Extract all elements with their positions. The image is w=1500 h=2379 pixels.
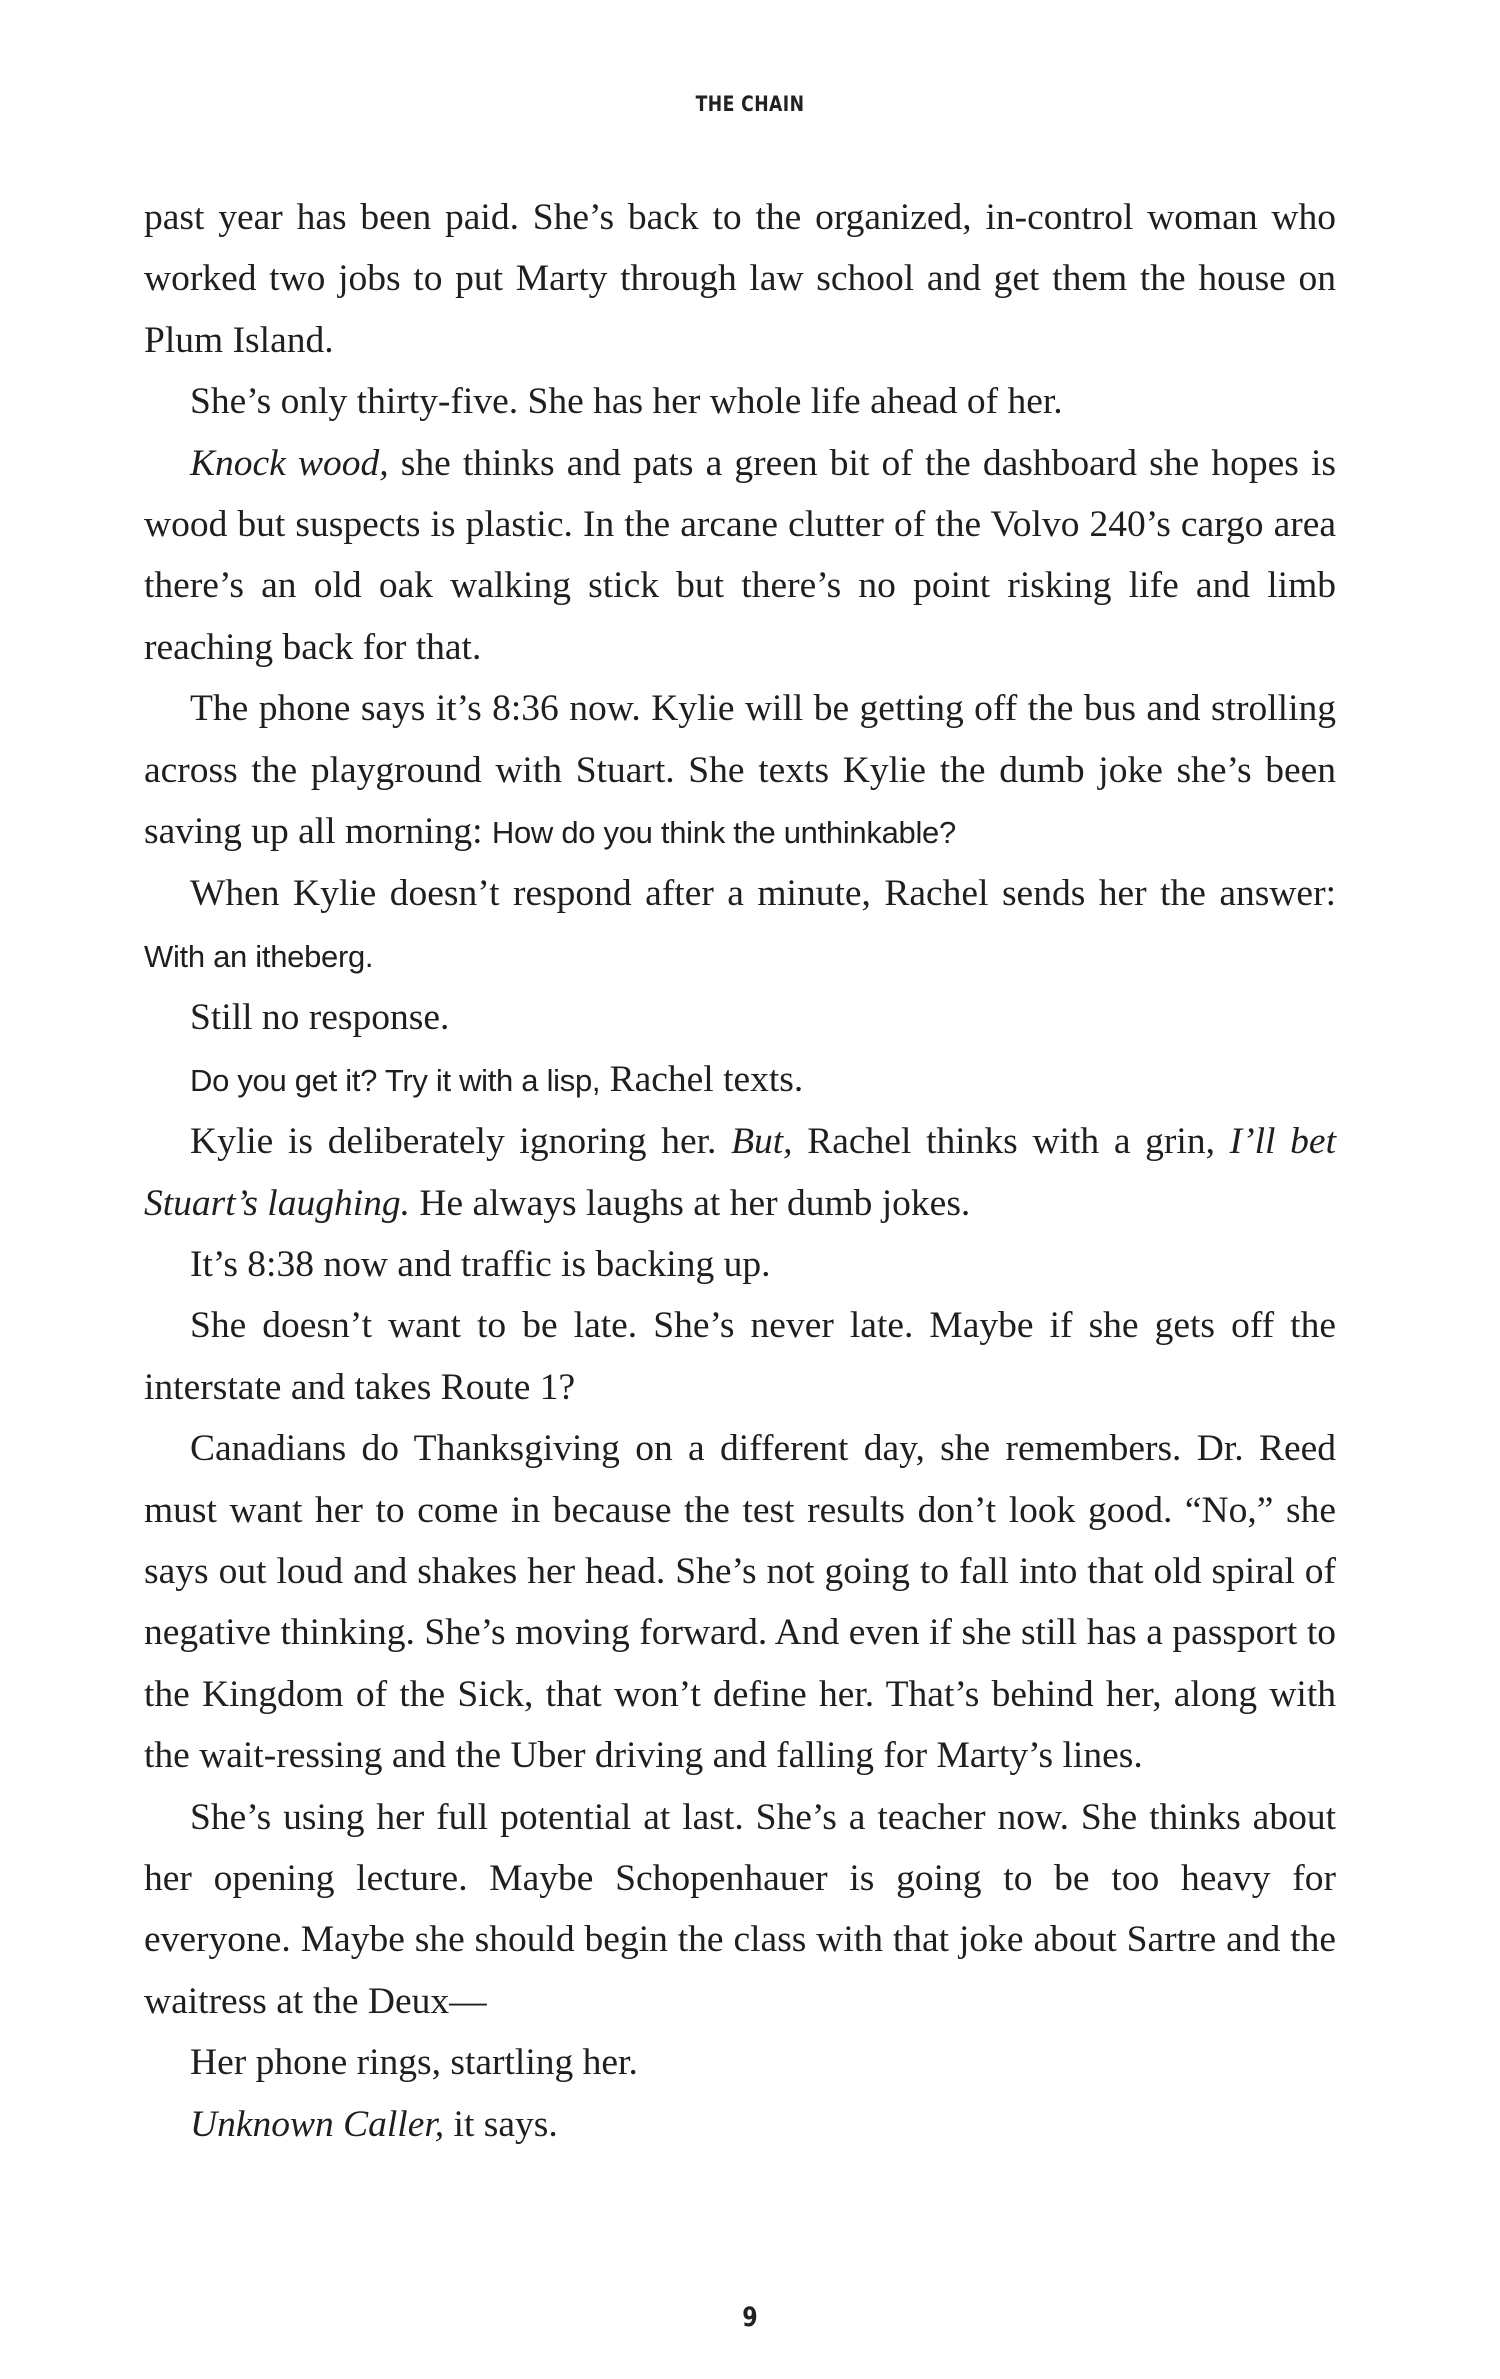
paragraph-1 — [144, 187, 1336, 371]
running-head: THE CHAIN — [695, 92, 805, 116]
paragraph-6-text: Still no response. — [190, 997, 450, 1039]
page-number: 9 — [742, 2302, 758, 2333]
paragraph-4-text: The phone says it’s 8:36 now. Kylie will be getting off the bus and strolling across the playground with Stuart. She texts Kylie the dumb joke she’s been saving up all morning: — [144, 688, 1336, 853]
body-text — [144, 187, 1336, 2155]
paragraph-8 — [144, 1111, 1336, 1234]
paragraph-11-text: Canadians do Thanksgiving on a different day, she remembers. Dr. Reed must want her to come in because the test results don’t look good. “No,” she says out loud and shakes her head. She’s not going to fall into that old spiral of negative thinking. She’s moving forward. And even if she still has a passport to the Kingdom of the Sick, that won’t define her. That’s behind her, along with the wait-ressing and the Uber driving and falling for Marty’s lines. — [144, 1428, 1336, 1777]
paragraph-5 — [144, 863, 1336, 987]
paragraph-13 — [144, 2032, 1336, 2093]
paragraph-11 — [144, 1418, 1336, 1786]
paragraph-5-text: When Kylie doesn’t respond after a minute, Rachel sends her the answer: — [190, 873, 1336, 915]
paragraph-1-text: past year has been paid. She’s back to the organized, in-control woman who worked two jobs to put Marty through law school and get them the house on Plum Island. — [144, 197, 1336, 361]
paragraph-3-text: she thinks and pats a green bit of the dashboard she hopes is wood but suspects is plastic. In the arcane clutter of the Volvo 240’s cargo area there’s an old oak walking stick but there’s no point risking life and limb reaching back for that. — [144, 442, 1336, 668]
italic-phrase-knock-wood: Knock wood, — [190, 442, 389, 484]
italic-phrase-unknown-caller: Unknown Caller, — [190, 2103, 445, 2145]
italic-phrase-stuart-laughing: I’ll bet Stuart’s laughing. — [144, 1121, 1336, 1224]
paragraph-7-text: Rachel texts. — [600, 1058, 804, 1100]
paragraph-4 — [144, 678, 1336, 863]
paragraph-14 — [144, 2094, 1336, 2155]
paragraph-10-text: She doesn’t want to be late. She’s never late. Maybe if she gets off the interstate and takes Route 1? — [144, 1305, 1336, 1408]
italic-word-but: But, — [731, 1121, 793, 1163]
paragraph-14-text: it says. — [444, 2103, 558, 2145]
paragraph-3 — [144, 433, 1336, 679]
paragraph-12 — [144, 1787, 1336, 2033]
paragraph-10 — [144, 1295, 1336, 1418]
paragraph-9 — [144, 1234, 1336, 1295]
paragraph-2-text: She’s only thirty-five. She has her whole life ahead of her. — [190, 381, 1063, 423]
text-message-3: Do you get it? Try it with a lisp, — [190, 1062, 601, 1098]
paragraph-8-text-a: Kylie is deliberately ignoring her. — [190, 1121, 732, 1163]
paragraph-8-text-b: Rachel thinks with a grin, — [792, 1121, 1230, 1163]
paragraph-12-text: She’s using her full potential at last. She’s a teacher now. She thinks about her opening lecture. Maybe Schopenhauer is going to be too heavy for everyone. Maybe she should begin the class with that joke about Sartre and the waitress at the Deux— — [144, 1796, 1336, 2022]
paragraph-13-text: Her phone rings, startling her. — [190, 2042, 638, 2084]
paragraph-7 — [144, 1049, 1336, 1111]
paragraph-6 — [144, 987, 1336, 1048]
paragraph-8-text-c: He always laughs at her dumb jokes. — [410, 1182, 971, 1224]
text-message-1: How do you think the unthinkable? — [491, 815, 956, 851]
paragraph-9-text: It’s 8:38 now and traffic is backing up. — [190, 1243, 771, 1285]
paragraph-2 — [144, 371, 1336, 432]
text-message-2: With an itheberg. — [144, 938, 374, 974]
